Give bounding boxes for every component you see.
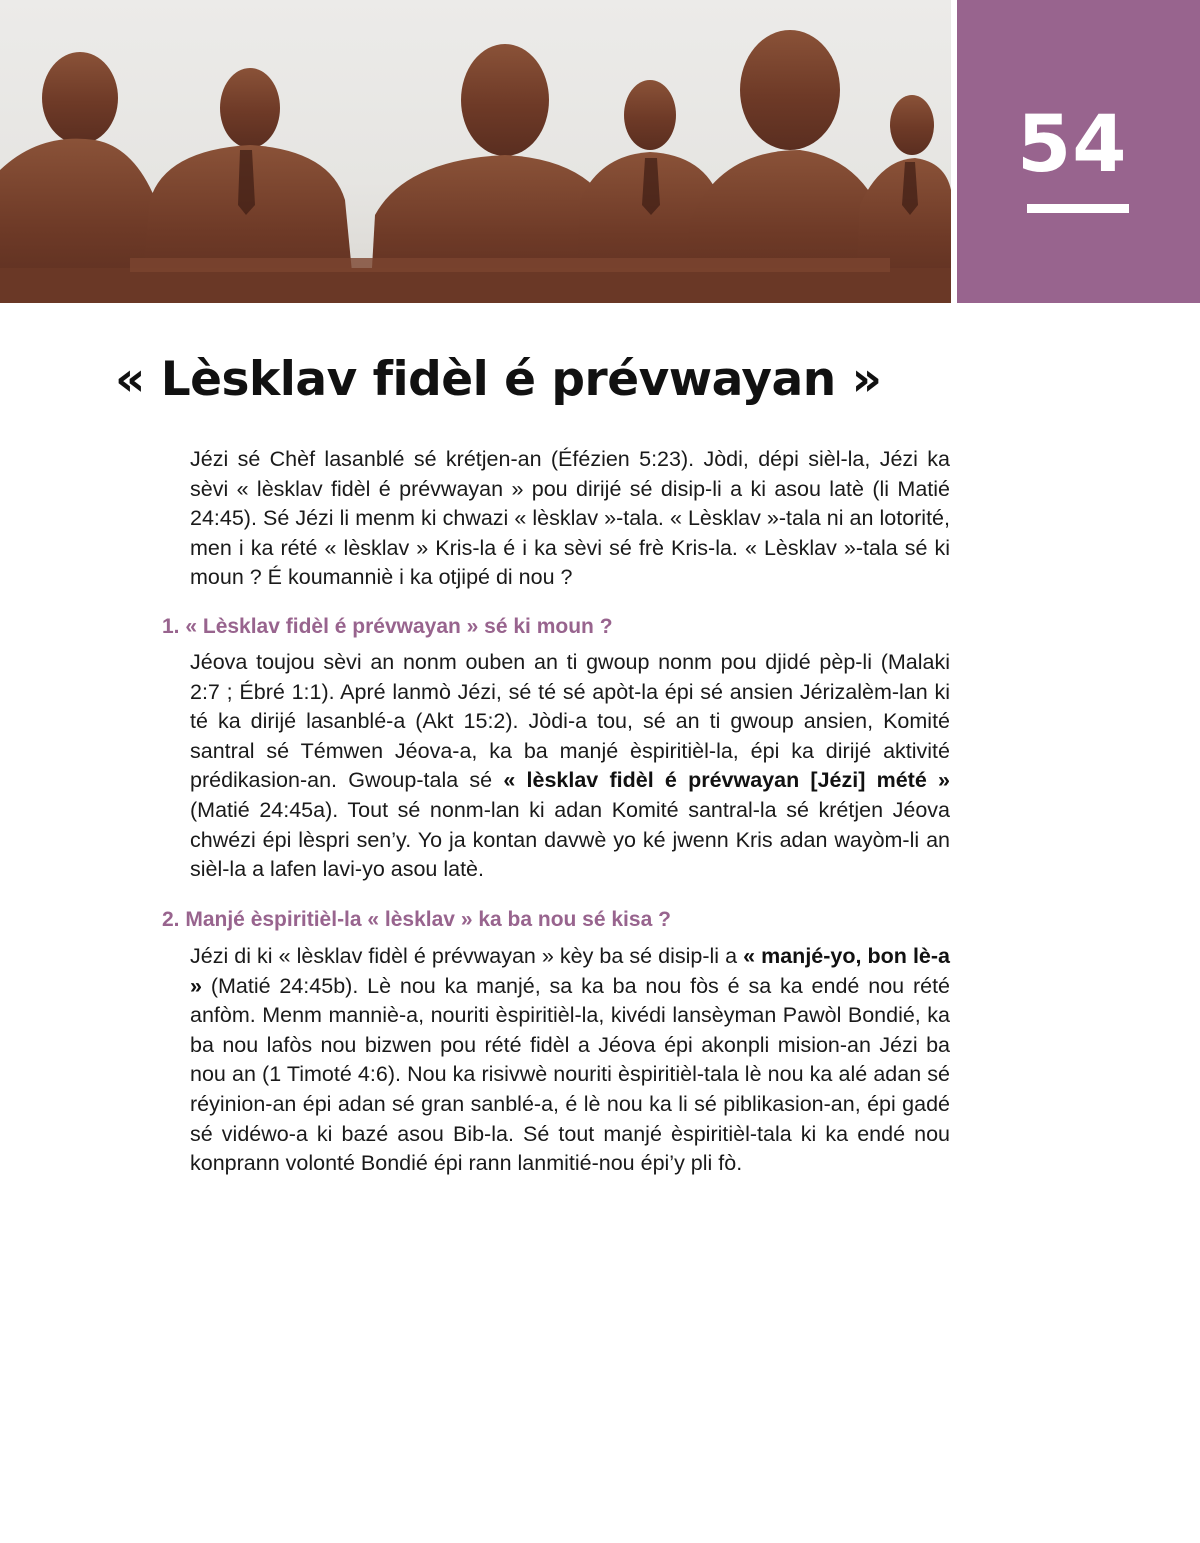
section-paragraph-2 bbox=[190, 942, 950, 1179]
section-1-text-before: Jéova toujou sèvi an nonm ouben an ti gwoup nonm pou djidé pèp-li (Malaki 2:7 ; Ébré 1:1). Apré lanmò Jézi, sé té sé apòt-la épi sé ansien Jérizalèm-lan ki té ka dirijé lasanblé-a (Akt 15:2). Jòdi-a tou, sé an ti gwoup ansien, Komité santral sé Témwen Jéova-a, ka ba manjé èspiritièl-la, épi ka dirijé aktivité prédikasion-an. Gwoup-tala sé bbox=[190, 650, 950, 793]
lesson-number-tab bbox=[957, 0, 1200, 303]
intro-paragraph: Jézi sé Chèf lasanblé sé krétjen-an (Éfézien 5:23). Jòdi, dépi sièl-la, Jézi ka sèvi « lèsklav fidèl é prévwayan » pou dirijé sé disip-li a ki asou latè (li Matié 24:45). Sé Jézi li menm ki chwazi « lèsklav »-tala. « Lèsklav »-tala ni an lotorité, men i ka rété « lèsklav » Kris-la é i ka sèvi sé frè Kris-la. « Lèsklav »-tala sé ki moun ? É koumanniè i ka otjipé di nou ? bbox=[190, 447, 950, 590]
section-heading-2: 2. Manjé èspiritièl-la « lèsklav » ka ba nou sé kisa ? bbox=[162, 908, 671, 931]
lesson-number: 54 bbox=[1017, 100, 1128, 190]
section-2-text-before: Jézi di ki « lèsklav fidèl é prévwayan » kèy ba sé disip-li a bbox=[190, 944, 744, 968]
meeting-silhouette-illustration bbox=[0, 0, 951, 303]
section-1-text-after: (Matié 24:45a). Tout sé nonm-lan ki adan Komité santral-la sé krétjen Jéova chwézi épi lèspri sen’y. Yo ja kontan davwè yo ké jwenn Kris adan wayòm-li an sièl-la a lafen lavi-yo asou latè. bbox=[190, 797, 950, 882]
page-title: « Lèsklav fidèl é prévwayan » bbox=[115, 352, 882, 407]
header-illustration bbox=[0, 0, 951, 303]
section-2-text-after: (Matié 24:45b). Lè nou ka manjé, sa ka ba nou fòs é sa ka endé nou rété anfòm. Menm manniè-a, nouriti èspiritièl-la, kivédi lansèyman Pawòl Bondié, ka ba nou lafòs nou bizwen pou rété fidèl a Jéova épi akonpli mision-an Jézi ba nou an (1 Timoté 4:6). Nou ka risivwè nouriti èspiritièl-tala lè nou ka alé adan sé réyinion-an épi adan sé gran sanblé-a, é lè nou ka li sé piblikasion-an, épi gadé sé vidéwo-a ki bazé asou Bib-la. Sé tout manjé èspiritièl-tala ki ka endé nou konprann volonté Bondié épi rann lanmitié-nou épi’y pli fò. bbox=[190, 973, 950, 1176]
section-paragraph-1 bbox=[190, 648, 950, 885]
section-1-bold-quote: « lèsklav fidèl é prévwayan [Jézi] mété » bbox=[503, 768, 950, 793]
lesson-number-underline bbox=[1027, 204, 1129, 213]
section-heading-1: 1. « Lèsklav fidèl é prévwayan » sé ki moun ? bbox=[162, 615, 613, 638]
section-2-bold-quote: « manjé-yo, bon lè-a » bbox=[190, 944, 951, 998]
